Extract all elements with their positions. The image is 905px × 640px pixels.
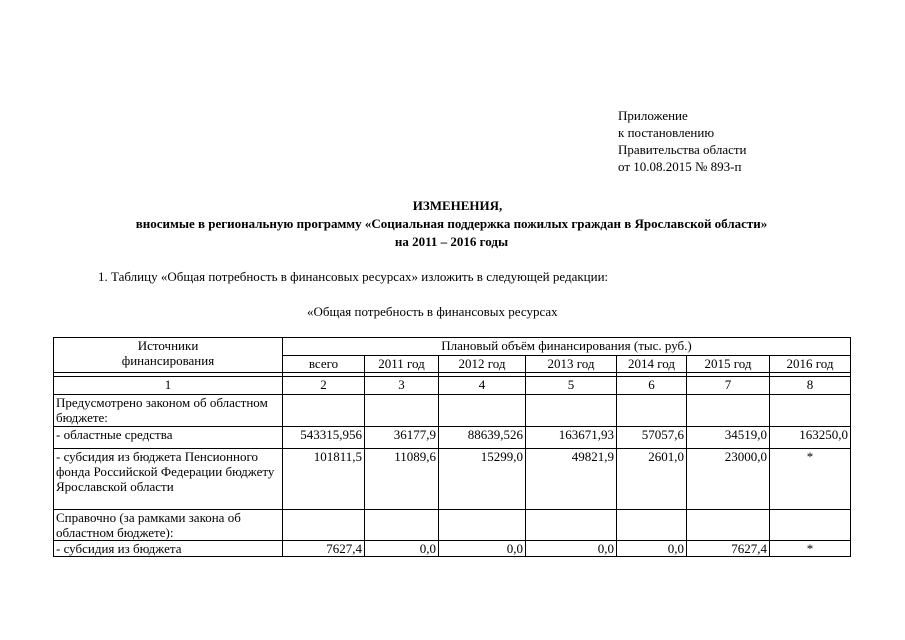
cell-value: 2601,0 [617, 449, 687, 510]
cell-value: 34519,0 [687, 427, 770, 449]
header-col-2013: 2013 год [526, 356, 617, 373]
col-number: 6 [617, 377, 687, 395]
cell-value: 88639,526 [439, 427, 526, 449]
row-label: - субсидия из бюджета Пенсионного фонда Российской Федерации бюджету Ярославской области [54, 449, 283, 510]
document-title [0, 197, 905, 251]
cell-value: 0,0 [365, 541, 439, 557]
cell-value [617, 395, 687, 427]
cell-value: 0,0 [439, 541, 526, 557]
cell-value [687, 395, 770, 427]
col-number: 4 [439, 377, 526, 395]
col-number: 5 [526, 377, 617, 395]
col-number: 1 [54, 377, 283, 395]
cell-value: 23000,0 [687, 449, 770, 510]
col-number: 8 [770, 377, 851, 395]
cell-value [770, 395, 851, 427]
title-heading: ИЗМЕНЕНИЯ, [412, 198, 503, 213]
table-row [54, 510, 851, 541]
col-number: 3 [365, 377, 439, 395]
table-row [54, 395, 851, 427]
table-row [54, 427, 851, 449]
header-col-2011: 2011 год [365, 356, 439, 373]
cell-value: 163250,0 [770, 427, 851, 449]
row-label: Предусмотрено законом об областном бюджете: [54, 395, 283, 427]
cell-value [770, 510, 851, 541]
cell-value [526, 395, 617, 427]
row-label: Справочно (за рамками закона об областном бюджете): [54, 510, 283, 541]
cell-value [617, 510, 687, 541]
cell-value: 7627,4 [687, 541, 770, 557]
title-line-2: вносимые в региональную программу «Социальная поддержка пожилых граждан в Ярославской области» [135, 216, 768, 231]
col-number: 2 [283, 377, 365, 395]
cell-value: 15299,0 [439, 449, 526, 510]
title-line-3: на 2011 – 2016 годы [394, 234, 509, 249]
cell-value [439, 395, 526, 427]
cell-value: * [770, 541, 851, 557]
row-label: - областные средства [54, 427, 283, 449]
cell-value: 36177,9 [365, 427, 439, 449]
instruction-text: 1. Таблицу «Общая потребность в финансовых ресурсах» изложить в следующей редакции: [98, 269, 609, 284]
cell-value [439, 510, 526, 541]
annex-line-2: к постановлению [618, 125, 715, 140]
financing-table [53, 337, 851, 557]
row-label: - субсидия из бюджета [54, 541, 283, 557]
cell-value: 7627,4 [283, 541, 365, 557]
header-col-2012: 2012 год [439, 356, 526, 373]
header-col-2016: 2016 год [770, 356, 851, 373]
table-title: «Общая потребность в финансовых ресурсах [307, 304, 558, 319]
cell-value: 0,0 [526, 541, 617, 557]
annex-line-3: Правительства области [618, 142, 747, 157]
cell-value: 101811,5 [283, 449, 365, 510]
cell-value [526, 510, 617, 541]
cell-value [283, 395, 365, 427]
header-sources-line-1: Источники [137, 338, 199, 353]
cell-value [283, 510, 365, 541]
cell-value: * [770, 449, 851, 510]
column-number-row [54, 377, 851, 395]
annex-line-1: Приложение [618, 108, 688, 123]
col-number: 7 [687, 377, 770, 395]
cell-value [365, 510, 439, 541]
table-row [54, 449, 851, 510]
cell-value: 57057,6 [617, 427, 687, 449]
cell-value: 49821,9 [526, 449, 617, 510]
cell-value: 11089,6 [365, 449, 439, 510]
header-col-total: всего [283, 356, 365, 373]
cell-value: 0,0 [617, 541, 687, 557]
annex-block [618, 107, 747, 175]
header-col-2014: 2014 год [617, 356, 687, 373]
table-row [54, 541, 851, 557]
annex-line-4: от 10.08.2015 № 893-п [618, 159, 742, 174]
cell-value [365, 395, 439, 427]
header-col-2015: 2015 год [687, 356, 770, 373]
cell-value: 543315,956 [283, 427, 365, 449]
cell-value: 163671,93 [526, 427, 617, 449]
header-planned-volume: Плановый объём финансирования (тыс. руб.) [283, 338, 851, 356]
header-sources [54, 338, 283, 373]
cell-value [687, 510, 770, 541]
header-sources-line-2: финансирования [121, 353, 215, 368]
